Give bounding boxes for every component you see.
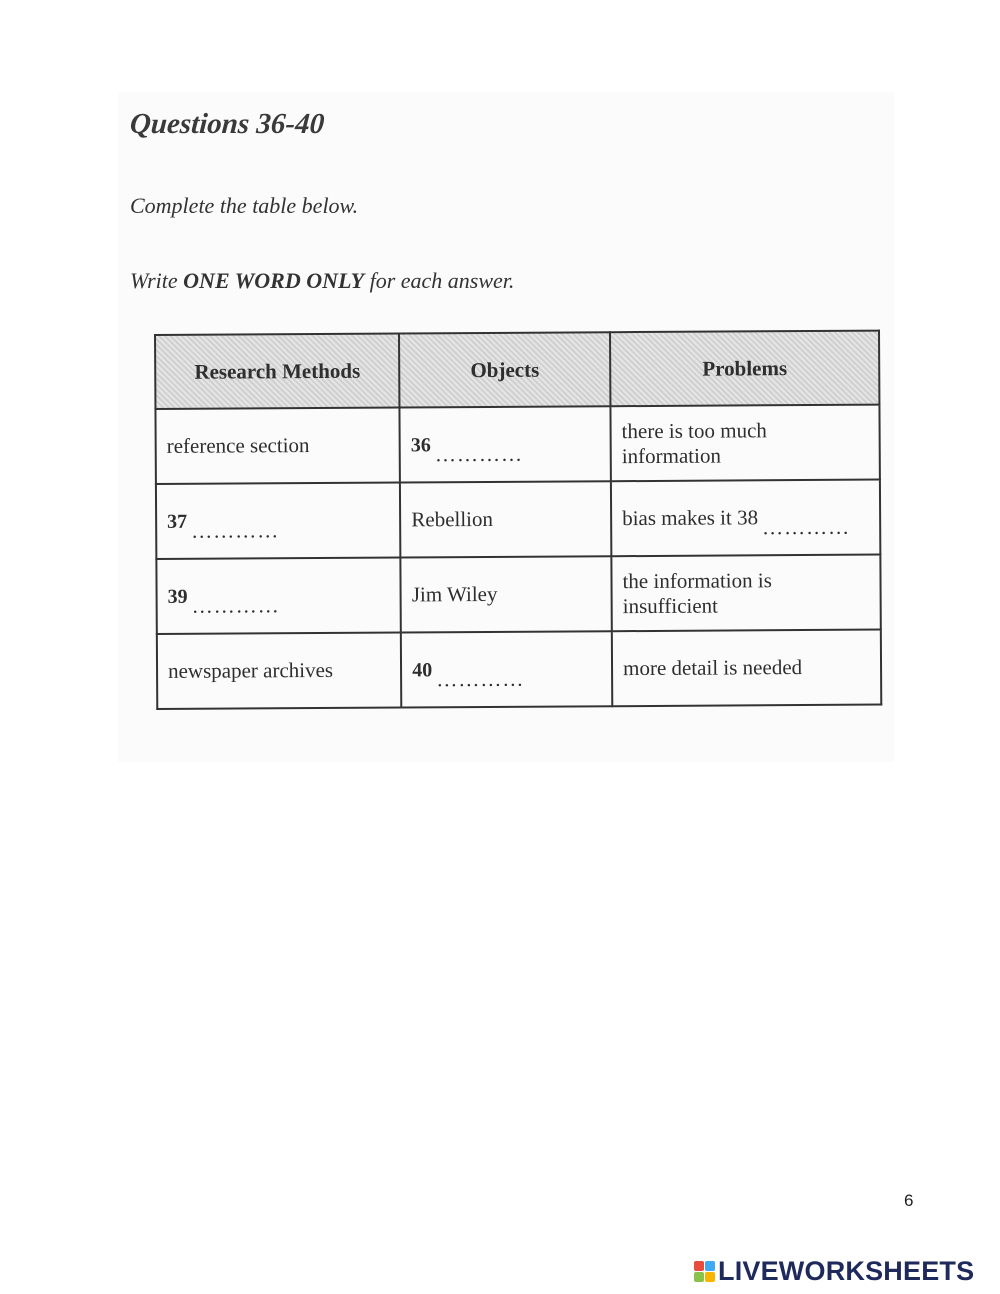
table-row [157,630,881,709]
icon-square-1 [694,1261,704,1271]
icon-square-4 [705,1272,715,1282]
question-number-40: 40 [412,659,433,682]
cell-object-blank [401,631,612,707]
answer-blank-39[interactable]: ………… [191,593,280,618]
instruction-emphasis: ONE WORD ONLY [183,268,365,293]
cell-object: Jim Wiley [401,556,612,632]
liveworksheets-wordmark: LIVEWORKSHEETS [718,1255,975,1286]
icon-square-2 [705,1261,715,1271]
answer-blank-40[interactable]: ………… [436,666,525,692]
table-row [156,555,880,634]
table-row [155,405,879,484]
page-number: 6 [904,1191,914,1210]
cell-problem-blank [611,480,880,557]
question-number-39: 39 [167,585,188,608]
liveworksheets-icon [694,1261,715,1282]
question-table [154,330,882,710]
cell-object: Rebellion [400,481,611,557]
cell-method-blank [156,482,401,558]
table-header-row [155,331,879,409]
liveworksheets-logo[interactable] [694,1256,974,1286]
cell-problem: the information is insufficient [611,555,880,632]
header-research-methods: Research Methods [155,334,400,409]
instruction-prefix: Write [130,268,184,293]
answer-blank-38[interactable]: ………… [762,514,851,540]
answer-blank-37[interactable]: ………… [191,518,280,543]
cell-method: newspaper archives [157,632,402,708]
cell-method: reference section [155,408,400,484]
cell-object-blank [400,406,611,482]
cell-method-blank [156,557,401,633]
cell-problem: there is too much information [610,405,879,482]
header-problems: Problems [610,331,879,407]
question-number-36: 36 [410,434,431,457]
instruction-word-limit [130,268,514,294]
questions-heading: Questions 36-40 [128,108,326,140]
icon-square-3 [694,1272,704,1282]
problem-text-38: bias makes it 38 [622,505,759,531]
instruction-suffix: for each answer. [364,268,515,293]
table-row [156,480,880,559]
question-number-37: 37 [167,510,188,533]
cell-problem: more detail is needed [612,630,881,707]
answer-blank-36[interactable]: ………… [434,441,523,467]
header-objects: Objects [399,332,610,407]
instruction-complete-table: Complete the table below. [130,193,359,218]
